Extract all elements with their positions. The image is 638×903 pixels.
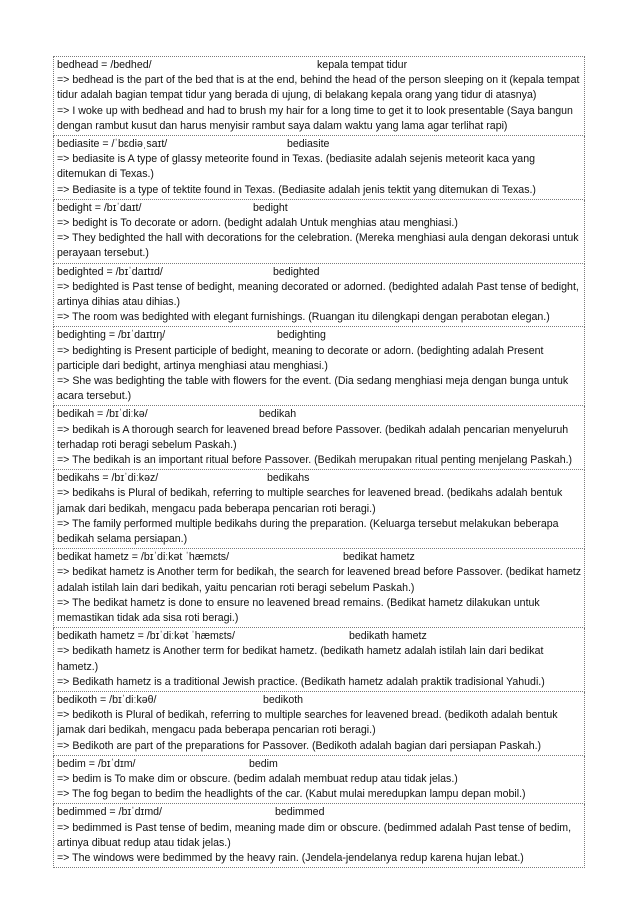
example: => The fog began to bedim the headlights of the car. (Kabut mulai meredupkan lampu depan mobil.): [57, 788, 526, 801]
definition: => bedhead is the part of the bed that is at the end, behind the head of the person sleeping on it (kepala tempat tidur adalah bagian tempat tidur yang berada di ujung, di belakang kepala orang yang tidur di atasnya): [57, 74, 580, 102]
translation: bedim: [249, 757, 278, 770]
entry-header: [57, 805, 582, 820]
translation: bedikoth: [263, 693, 304, 706]
term-pronunciation: bedight = /bɪˈdaɪt/: [57, 201, 142, 214]
term-pronunciation: bedikah = /bɪˈdiːkə/: [57, 408, 148, 421]
entry-header: [57, 201, 582, 216]
definition: => bedimmed is Past tense of bedim, meaning made dim or obscure. (bedimmed adalah Past tense of bedim, artinya dibuat redup atau tidak jelas.): [57, 821, 572, 849]
definition: => bedight is To decorate or adorn. (bedight adalah Untuk menghias atau menghiasi.): [57, 216, 458, 229]
example: => The bedikah is an important ritual before Passover. (Bedikah merupakan ritual penting menjelang Paskah.): [57, 453, 573, 466]
term-pronunciation: bedighted = /bɪˈdaɪtɪd/: [57, 265, 163, 278]
entry-bedighting: [53, 327, 585, 406]
translation: bedikath hametz: [349, 630, 427, 643]
example: => They bedighted the hall with decorations for the celebration. (Mereka menghiasi aula dengan dekorasi untuk perayaan tersebut.): [57, 232, 579, 260]
example: => I woke up with bedhead and had to brush my hair for a long time to get it to look presentable (Saya bangun dengan rambut kusut dan harus menyisir rambut saya dalam waktu yang lama agar terlihat rapi): [57, 104, 573, 132]
entry-header: [57, 328, 582, 343]
example: => She was bedighting the table with flowers for the event. (Dia sedang menghiasi meja dengan bunga untuk acara tersebut.): [57, 374, 569, 403]
example: => The family performed multiple bedikahs during the preparation. (Keluarga tersebut melakukan beberapa bedikah selama persiapan.): [57, 517, 559, 545]
translation: bedikahs: [267, 472, 310, 485]
entry-bedight: [53, 200, 585, 264]
entry-header: [57, 550, 582, 565]
definition: => bedikoth is Plural of bedikah, referring to multiple searches for leavened bread. (bedikoth adalah bentuk jamak dari bedikah, mengacu pada beberapa pencarian roti beragi.): [57, 709, 558, 737]
entry-header: [57, 471, 582, 486]
entry-bedimmed: [53, 804, 585, 868]
example: => Bedikath hametz is a traditional Jewish practice. (Bedikath hametz adalah praktik tradisional Yahudi.): [57, 675, 545, 688]
entry-header: [57, 629, 582, 644]
term-pronunciation: bedimmed = /bɪˈdɪmd/: [57, 806, 162, 819]
translation: kepala tempat tidur: [317, 59, 408, 71]
translation: bedighting: [277, 329, 326, 342]
translation: bedighted: [273, 265, 320, 278]
example: => Bediasite is a type of tektite found in Texas. (Bediasite adalah jenis tektit yang ditemukan di Texas.): [57, 183, 536, 196]
entry-header: [57, 693, 582, 708]
entry-bedikat-hametz: [53, 549, 585, 628]
definition: => bedighted is Past tense of bedight, meaning decorated or adorned. (bedighted adalah Past tense of bedight, artinya dihias atau dihias.): [57, 280, 579, 308]
entry-bedikahs: [53, 470, 585, 549]
term-pronunciation: bedikath hametz = /bɪˈdiːkət ˈhæmɛts/: [57, 630, 235, 643]
definition: => bedim is To make dim or obscure. (bedim adalah membuat redup atau tidak jelas.): [57, 772, 458, 785]
definition: => bedikat hametz is Another term for bedikah, the search for leavened bread before Passover. (bedikat hametz adalah istilah lain dari bedikah, yaitu pencarian roti beragi sebelum Paskah.): [57, 566, 582, 594]
definition: => bedikahs is Plural of bedikah, referring to multiple searches for leavened bread. (bedikahs adalah bentuk jamak dari bedikah, mengacu pada beberapa pencarian roti beragi.): [57, 487, 563, 515]
entry-header: [57, 265, 582, 280]
term-pronunciation: bedim = /bɪˈdɪm/: [57, 757, 136, 770]
translation: bedikah: [259, 408, 297, 421]
definition: => bedikath hametz is Another term for bedikat hametz. (bedikath hametz adalah istilah lain dari bedikat hametz.): [57, 645, 544, 673]
definition: => bedighting is Present participle of bedight, meaning to decorate or adorn. (bedighting adalah Present participle dari bedight, artinya menghiasi atau menghiasi.): [57, 344, 544, 372]
entry-bedim: [53, 756, 585, 805]
definition: => bedikah is A thorough search for leavened bread before Passover. (bedikah adalah pencarian menyeluruh terhadap roti beragi sebelum Paskah.): [57, 423, 569, 451]
entry-bedhead: [53, 57, 585, 136]
entry-header: [57, 407, 582, 422]
term-pronunciation: bedighting = /bɪˈdaɪtɪŋ/: [57, 329, 166, 342]
translation: bedight: [253, 201, 288, 214]
entry-bediasite: [53, 136, 585, 200]
translation: bediasite: [287, 138, 330, 150]
entry-bedikoth: [53, 692, 585, 756]
definition: => bediasite is A type of glassy meteorite found in Texas. (bediasite adalah sejenis meteorit kaca yang ditemukan di Texas.): [57, 153, 535, 181]
term-pronunciation: bedikat hametz = /bɪˈdiːkət ˈhæmɛts/: [57, 551, 230, 564]
example: => The room was bedighted with elegant furnishings. (Ruangan itu dilengkapi dengan perabotan elegan.): [57, 311, 550, 324]
example: => The bedikat hametz is done to ensure no leavened bread remains. (Bedikat hametz dilakukan untuk memastikan tidak ada sisa roti beragi.): [57, 596, 540, 624]
entry-header: [57, 137, 582, 152]
example: => The windows were bedimmed by the heavy rain. (Jendela-jendelanya redup karena hujan lebat.): [57, 851, 524, 864]
entry-bedikah: [53, 406, 585, 470]
translation: bedimmed: [275, 806, 325, 819]
example: => Bedikoth are part of the preparations for Passover. (Bedikoth adalah bagian dari persiapan Paskah.): [57, 739, 542, 752]
term-pronunciation: bediasite = /ˈbɛdiəˌsaɪt/: [57, 138, 168, 150]
term-pronunciation: bedhead = /bedhed/: [57, 59, 152, 71]
entry-bedikath-hametz: [53, 628, 585, 692]
glossary-table: [53, 56, 585, 868]
term-pronunciation: bedikahs = /bɪˈdiːkəz/: [57, 472, 159, 485]
entry-header: [57, 757, 582, 772]
entry-bedighted: [53, 264, 585, 328]
translation: bedikat hametz: [343, 551, 415, 564]
entry-header: [57, 58, 582, 73]
term-pronunciation: bedikoth = /bɪˈdiːkəθ/: [57, 693, 157, 706]
